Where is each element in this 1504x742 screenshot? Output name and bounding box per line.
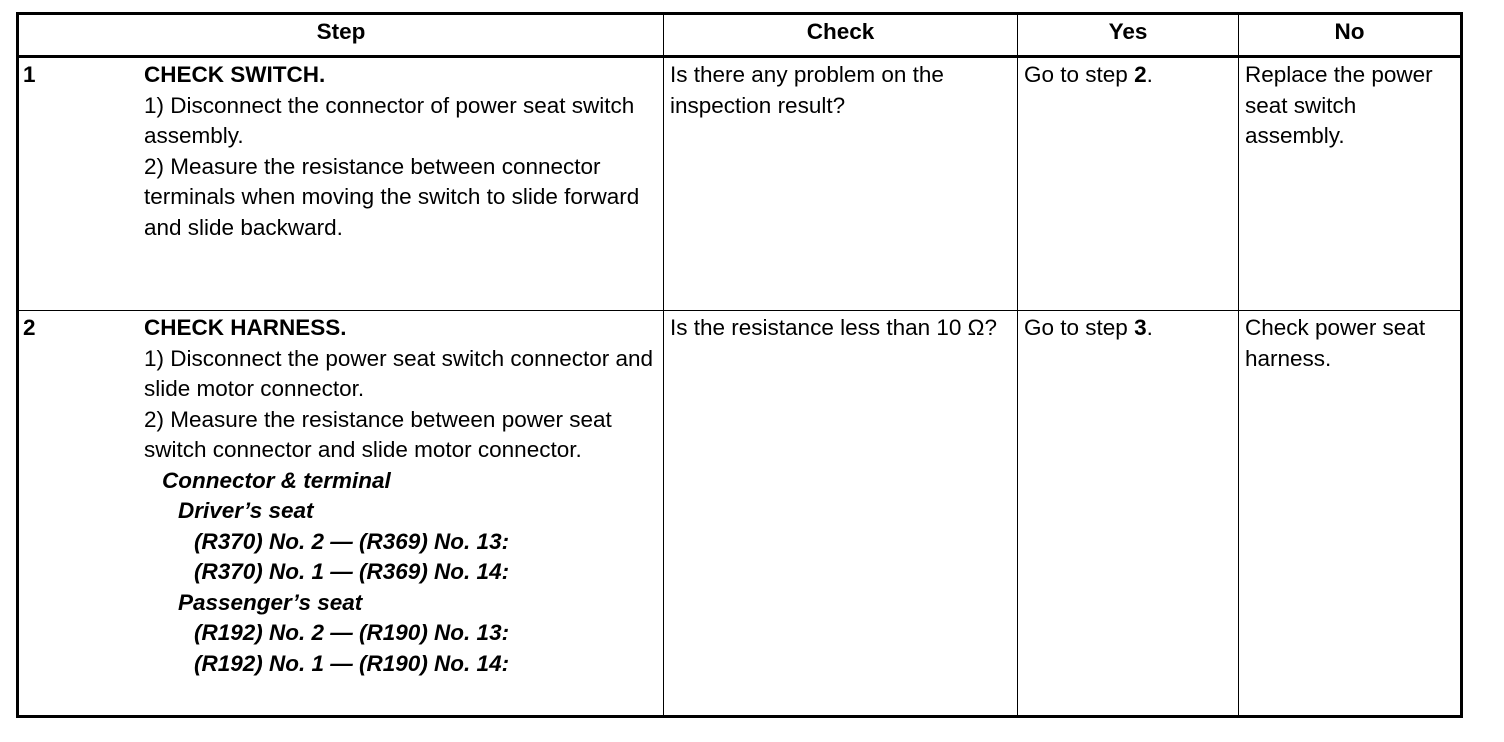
passenger-terminal-spec: (R192) No. 2 — (R190) No. 13: xyxy=(194,620,510,645)
step-title: CHECK SWITCH. xyxy=(144,62,326,87)
no-cell: Replace the power seat switch assembly. xyxy=(1239,57,1462,311)
step-number: 2 xyxy=(23,315,36,340)
yes-suffix: . xyxy=(1146,315,1153,340)
yes-step-ref: 3 xyxy=(1134,315,1147,340)
table-row xyxy=(18,311,1462,717)
yes-cell xyxy=(1018,311,1239,717)
table-row xyxy=(18,57,1462,311)
driver-terminal-spec: (R370) No. 2 — (R369) No. 13: xyxy=(194,528,510,554)
step-number: 1 xyxy=(23,62,36,87)
step-instruction: 1) Disconnect the power seat switch connector and slide motor connector. xyxy=(144,345,654,401)
no-cell: Check power seat harness. xyxy=(1239,311,1462,717)
check-cell: Is the resistance less than 10 Ω? xyxy=(664,311,1018,717)
step-instruction: 1) Disconnect the connector of power seat switch assembly. xyxy=(144,92,635,148)
yes-prefix: Go to step xyxy=(1024,315,1135,340)
header-step: Step xyxy=(18,14,664,57)
step-cell xyxy=(18,57,664,311)
passenger-terminal-spec: (R192) No. 1 — (R190) No. 14: xyxy=(194,650,510,676)
driver-seat-label: Driver’s seat xyxy=(178,498,314,523)
yes-cell xyxy=(1018,57,1239,311)
yes-step-ref: 2 xyxy=(1134,62,1147,87)
driver-terminal-spec: (R370) No. 1 — (R369) No. 14: xyxy=(194,559,510,584)
step-instruction: 2) Measure the resistance between power seat switch connector and slide motor connector. xyxy=(144,406,612,462)
header-check: Check xyxy=(664,14,1018,57)
yes-suffix: . xyxy=(1146,62,1153,87)
yes-prefix: Go to step xyxy=(1024,62,1135,87)
spec-heading: Connector & terminal xyxy=(162,467,391,493)
check-cell: Is there any problem on the inspection result? xyxy=(664,57,1018,311)
header-yes: Yes xyxy=(1018,14,1239,57)
step-instruction: 2) Measure the resistance between connector terminals when moving the switch to slide forward and slide backward. xyxy=(144,153,640,240)
step-cell xyxy=(18,311,664,717)
passenger-seat-label: Passenger’s seat xyxy=(178,589,363,615)
header-no: No xyxy=(1239,14,1462,57)
header-row xyxy=(18,14,1462,57)
step-title: CHECK HARNESS. xyxy=(144,315,347,340)
diagnostic-table xyxy=(16,12,1463,718)
